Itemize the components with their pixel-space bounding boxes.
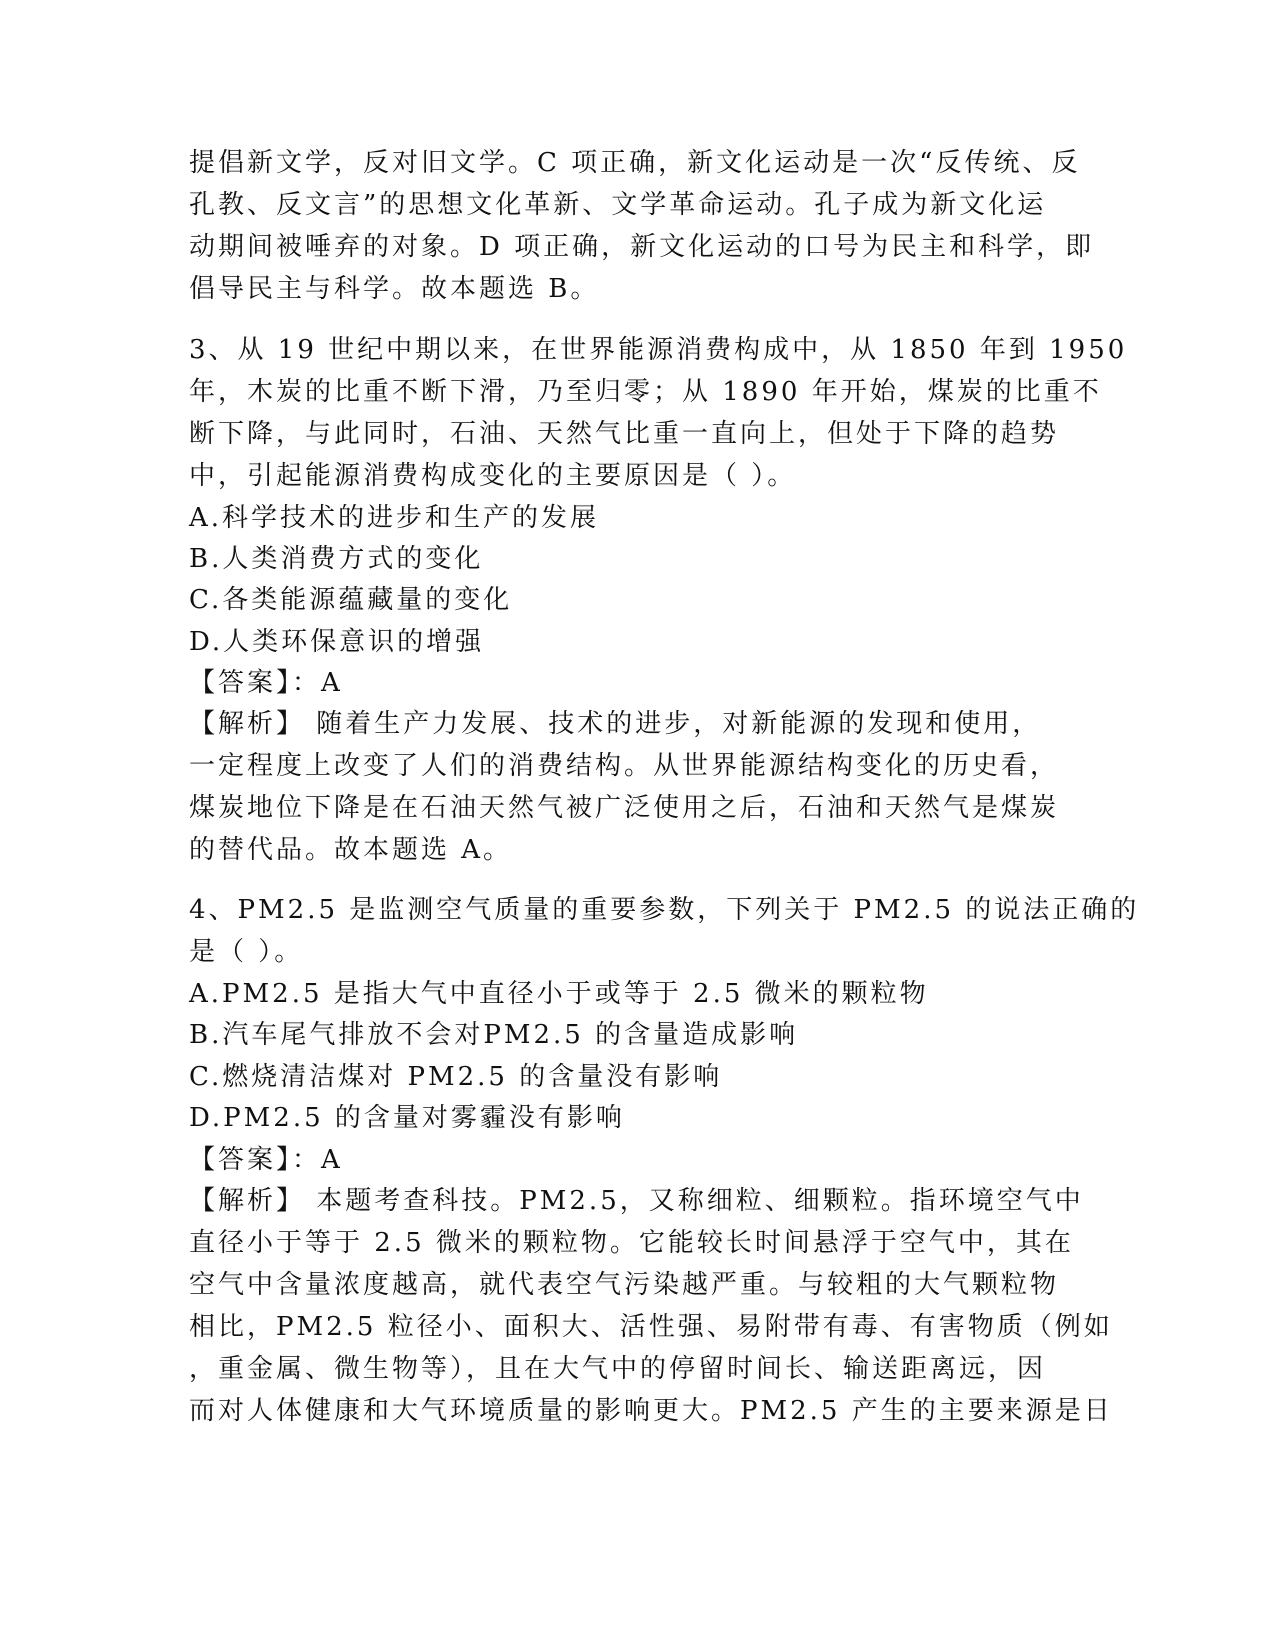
option-c: C.燃烧清洁煤对 PM2.5 的含量没有影响 [189, 1062, 723, 1092]
analysis-line: 一定程度上改变了人们的消费结构。从世界能源结构变化的历史看， [189, 751, 1060, 781]
question-stem-line: 3、从 19 世纪中期以来，在世界能源消费构成中，从 1850 年到 1950 [189, 335, 1128, 365]
answer-line: 【答案】：A [189, 1145, 343, 1175]
text-line: 提倡新文学，反对旧文学。C 项正确，新文化运动是一次“反传统、反 [189, 148, 1081, 178]
question-stem-line: 4、PM2.5 是监测空气质量的重要参数，下列关于 PM2.5 的说法正确的 [189, 895, 1140, 925]
question-stem-line: 断下降，与此同时，石油、天然气比重一直向上，但处于下降的趋势 [189, 419, 1060, 449]
option-b: B.汽车尾气排放不会对PM2.5 的含量造成影响 [189, 1020, 799, 1050]
analysis-line: 【解析】 本题考查科技。PM2.5，又称细粒、细颗粒。指环境空气中 [189, 1186, 1084, 1216]
question-stem-line: 中，引起能源消费构成变化的主要原因是（ ）。 [189, 461, 797, 491]
analysis-line: 煤炭地位下降是在石油天然气被广泛使用之后，石油和天然气是煤炭 [189, 793, 1060, 823]
analysis-line: 而对人体健康和大气环境质量的影响更大。PM2.5 产生的主要来源是日 [189, 1396, 1113, 1426]
option-b: B.人类消费方式的变化 [189, 544, 484, 574]
option-c: C.各类能源蕴藏量的变化 [189, 585, 513, 615]
analysis-line: 直径小于等于 2.5 微米的颗粒物。它能较长时间悬浮于空气中，其在 [189, 1228, 1074, 1258]
answer-line: 【答案】：A [189, 668, 343, 698]
option-d: D.PM2.5 的含量对雾霾没有影响 [189, 1103, 625, 1133]
text-line: 倡导民主与科学。故本题选 B。 [189, 274, 600, 304]
text-line: 孔教、反文言”的思想文化革新、文学革命运动。孔子成为新文化运 [189, 190, 1047, 220]
text-line: 动期间被唾弃的对象。D 项正确，新文化运动的口号为民主和科学，即 [189, 232, 1095, 262]
question-stem-line: 年，木炭的比重不断下滑，乃至归零；从 1890 年开始，煤炭的比重不 [189, 377, 1102, 407]
analysis-line: 相比，PM2.5 粒径小、面积大、活性强、易附带有毒、有害物质（例如 [189, 1312, 1113, 1342]
option-a: A.PM2.5 是指大气中直径小于或等于 2.5 微米的颗粒物 [189, 979, 929, 1009]
analysis-line: ，重金属、微生物等），且在大气中的停留时间长、输送距离远，因 [189, 1354, 1047, 1384]
option-d: D.人类环保意识的增强 [189, 627, 485, 657]
question-stem-line: 是（ ）。 [189, 937, 304, 967]
option-a: A.科学技术的进步和生产的发展 [189, 503, 600, 533]
analysis-line: 【解析】 随着生产力发展、技术的进步，对新能源的发现和使用， [189, 709, 1042, 739]
analysis-line: 的替代品。故本题选 A。 [189, 835, 513, 865]
analysis-line: 空气中含量浓度越高，就代表空气污染越严重。与较粗的大气颗粒物 [189, 1270, 1060, 1300]
